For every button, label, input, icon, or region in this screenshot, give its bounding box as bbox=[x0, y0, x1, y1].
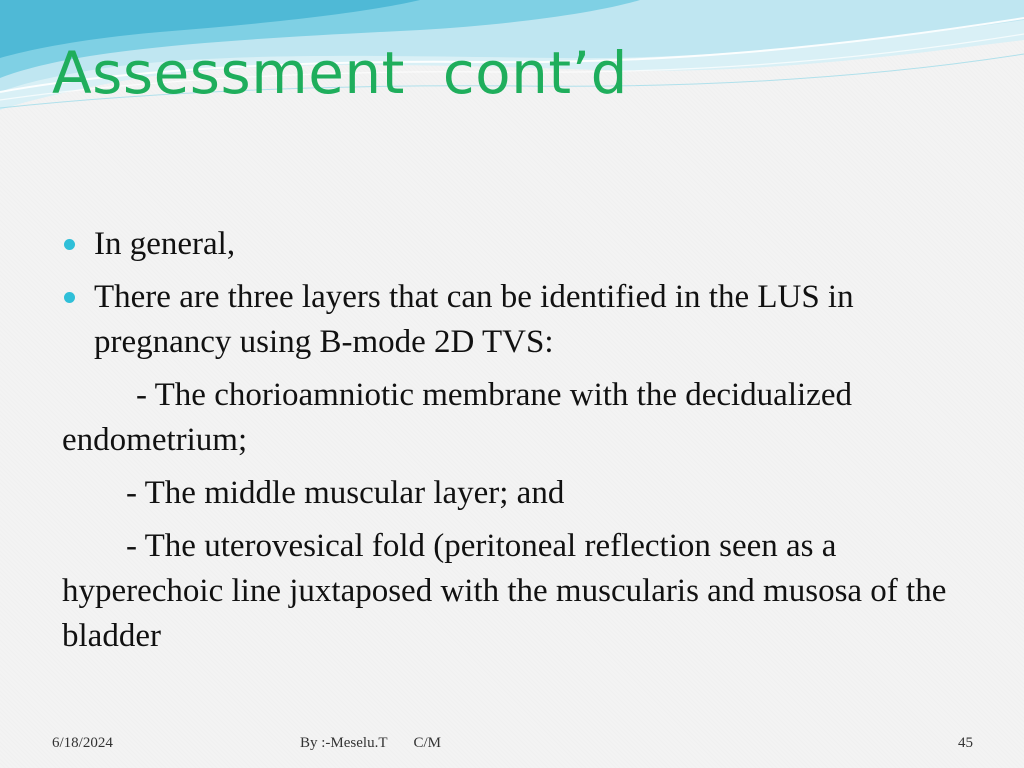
sub-item bbox=[62, 373, 962, 463]
sub-item-text: - The chorioamniotic membrane with the decidualized endometrium; bbox=[62, 377, 852, 458]
bullet-dot-icon bbox=[64, 292, 75, 303]
bullet-text: In general, bbox=[94, 226, 236, 262]
bullet-item bbox=[62, 222, 962, 267]
bullet-text: There are three layers that can be identified in the LUS in pregnancy using B-mode 2D TVS: bbox=[94, 279, 854, 360]
footer-date: 6/18/2024 bbox=[52, 735, 113, 751]
sub-item-text: - The middle muscular layer; and bbox=[126, 475, 565, 511]
slide-title: Assessment cont’d bbox=[52, 39, 628, 107]
slide-body bbox=[62, 222, 962, 667]
bullet-dot-icon bbox=[64, 239, 75, 250]
sub-item bbox=[62, 524, 962, 659]
bullet-item bbox=[62, 275, 962, 365]
sub-item bbox=[62, 471, 962, 516]
sub-item-text: - The uterovesical fold (peritoneal reflection seen as a hyperechoic line juxtaposed with the muscularis and musosa of the bladder bbox=[62, 528, 947, 654]
footer-author: By :-Meselu.T C/M bbox=[300, 735, 441, 751]
footer-page-number: 45 bbox=[958, 735, 973, 751]
